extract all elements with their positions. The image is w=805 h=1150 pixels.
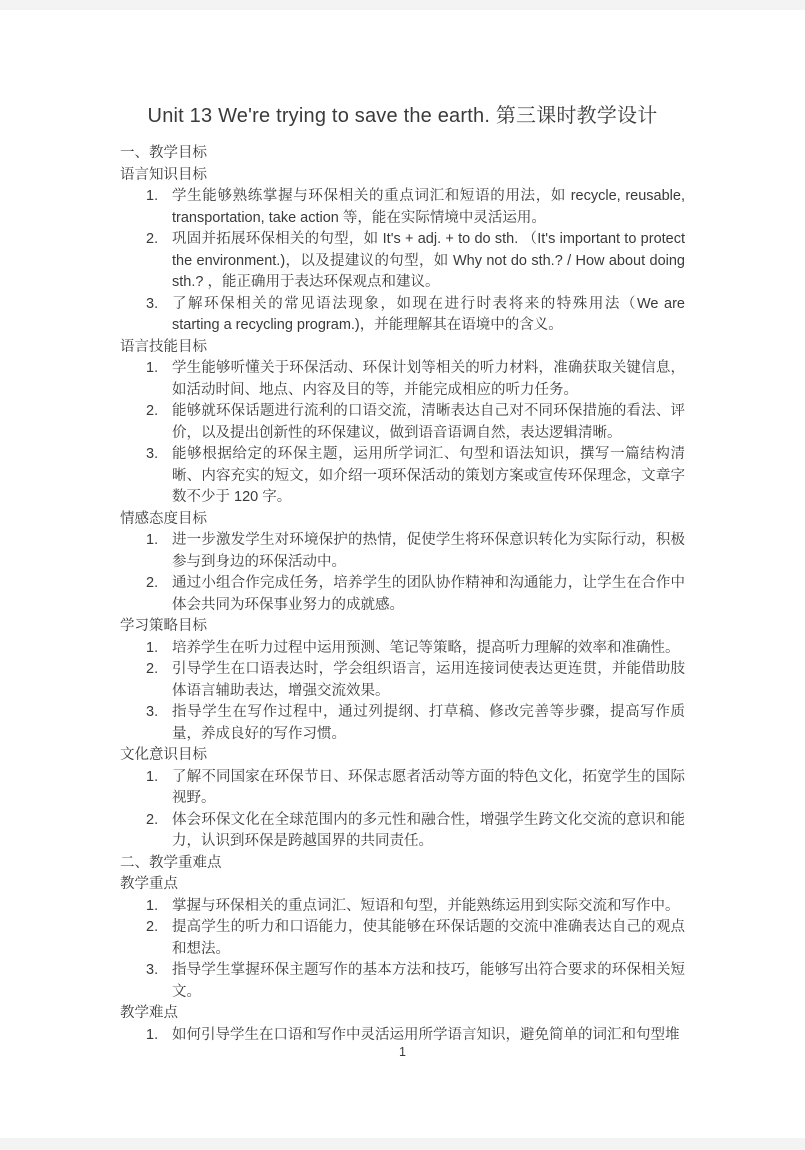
list-item: 提高学生的听力和口语能力，使其能够在环保话题的交流中准确表达自己的观点和想法。 xyxy=(172,919,685,957)
affect-attitude-list xyxy=(120,530,685,616)
list-item: 培养学生在听力过程中运用预测、笔记等策略，提高听力理解的效率和准确性。 xyxy=(172,639,680,656)
list-item: 如何引导学生在口语和写作中灵活运用所学语言知识，避免简单的词汇和句型堆 xyxy=(172,1026,680,1043)
subheading-key-points: 教学重点 xyxy=(120,876,178,892)
document-page xyxy=(0,10,805,1138)
section-heading-objectives: 一、教学目标 xyxy=(120,145,207,161)
subheading-cultural-awareness: 文化意识目标 xyxy=(120,747,207,763)
list-item: 巩固并拓展环保相关的句型，如 It's + adj. + to do sth. （It's important to protect the environment.)，以及提建议的句型，如 Why not do sth.? / How about doing sth.? ，能正确用于表达环保观点和建议。 xyxy=(172,231,685,290)
section-heading-key-difficult-points: 二、教学重难点 xyxy=(120,854,222,871)
list-item: 指导学生掌握环保主题写作的基本方法和技巧，能够写出符合要求的环保相关短文。 xyxy=(172,962,685,1000)
subheading-language-skills: 语言技能目标 xyxy=(120,338,207,355)
learning-strategy-list xyxy=(120,638,685,746)
difficult-points-list xyxy=(120,1025,685,1047)
document-body xyxy=(0,143,805,1046)
list-item: 通过小组合作完成任务，培养学生的团队协作精神和沟通能力，让学生在合作中体会共同为环保事业努力的成就感。 xyxy=(172,575,685,613)
list-item: 了解环保相关的常见语法现象，如现在进行时表将来的特殊用法（We are starting a recycling program.)，并能理解其在语境中的含义。 xyxy=(172,295,685,333)
subheading-difficult-points: 教学难点 xyxy=(120,1005,178,1021)
list-item: 进一步激发学生对环境保护的热情，促使学生将环保意识转化为实际行动，积极参与到身边的环保活动中。 xyxy=(172,532,685,570)
list-item: 掌握与环保相关的重点词汇、短语和句型，并能熟练运用到实际交流和写作中。 xyxy=(172,897,680,914)
cultural-awareness-list xyxy=(120,767,685,853)
list-item: 指导学生在写作过程中，通过列提纲、打草稿、修改完善等步骤，提高写作质量，养成良好的写作习惯。 xyxy=(172,704,685,742)
list-item: 体会环保文化在全球范围内的多元性和融合性，增强学生跨文化交流的意识和能力，认识到环保是跨越国界的共同责任。 xyxy=(172,811,685,849)
subheading-affect-attitude: 情感态度目标 xyxy=(120,510,207,527)
language-skills-list xyxy=(120,358,685,509)
key-points-list xyxy=(120,896,685,1004)
list-item: 引导学生在口语表达时，学会组织语言，运用连接词使表达更连贯，并能借助肢体语言辅助表达，增强交流效果。 xyxy=(172,661,685,699)
list-item: 学生能够熟练掌握与环保相关的重点词汇和短语的用法，如 recycle, reusable, transportation, take action 等，能在实际情境中灵活运用。 xyxy=(172,188,685,226)
subheading-language-knowledge: 语言知识目标 xyxy=(120,166,207,183)
list-item: 学生能够听懂关于环保活动、环保计划等相关的听力材料，准确获取关键信息，如活动时间、地点、内容及目的等，并能完成相应的听力任务。 xyxy=(172,360,685,398)
list-item: 了解不同国家在环保节日、环保志愿者活动等方面的特色文化，拓宽学生的国际视野。 xyxy=(172,768,685,806)
list-item: 能够根据给定的环保主题，运用所学词汇、句型和语法知识，撰写一篇结构清晰、内容充实的短文，如介绍一项环保活动的策划方案或宣传环保理念，文章字数不少于 120 字。 xyxy=(172,446,685,505)
list-item: 能够就环保话题进行流利的口语交流，清晰表达自己对不同环保措施的看法、评价，以及提出创新性的环保建议，做到语音语调自然，表达逻辑清晰。 xyxy=(172,403,685,441)
subheading-learning-strategy: 学习策略目标 xyxy=(120,618,207,634)
document-title: Unit 13 We're trying to save the earth. 第三课时教学设计 xyxy=(147,105,658,127)
language-knowledge-list xyxy=(120,186,685,337)
page-number: 1 xyxy=(399,1045,406,1059)
